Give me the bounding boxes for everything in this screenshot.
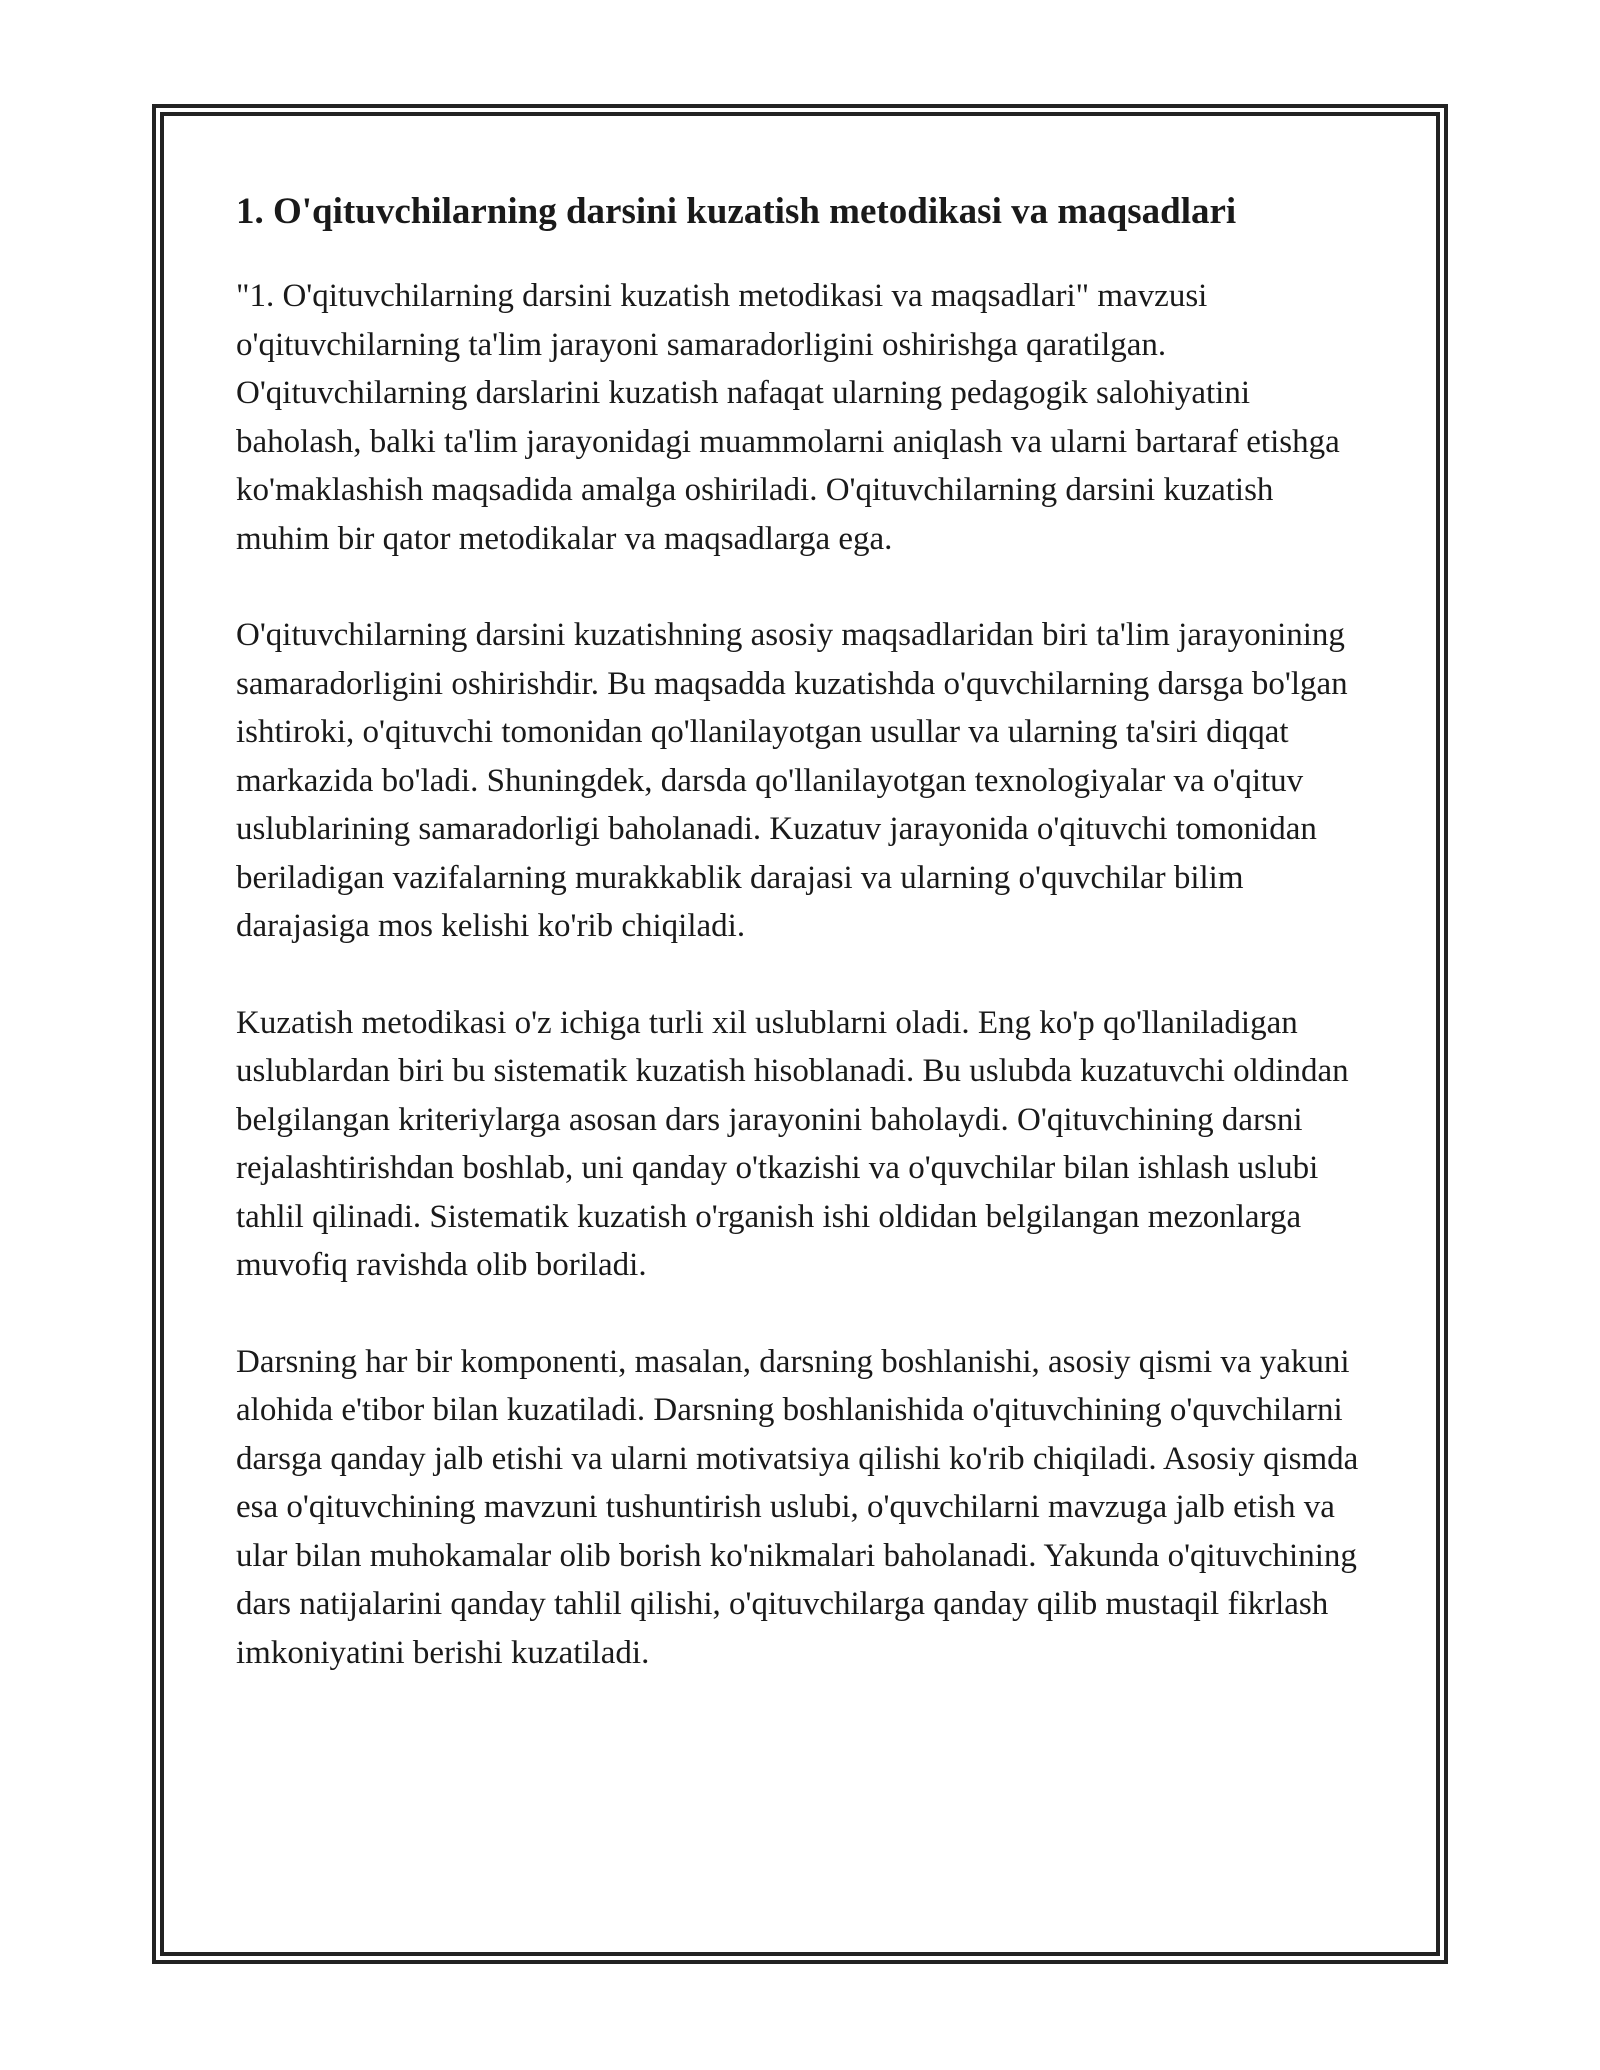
paragraph-goals: O'qituvchilarning darsini kuzatishning asosiy maqsadlaridan biri ta'lim jarayonining samaradorligini oshirishdir. Bu maqsadda kuzatishda o'quvchilarning darsga bo'lgan ishtiroki, o'qituvchi tomonidan qo'llanilayotgan usullar va ularning ta'siri diqqat markazida bo'ladi. Shuningdek, darsda qo'llanilayotgan texnologiyalar va o'qituv uslublarining samaradorligi baholanadi. Kuzatuv jarayonida o'qituvchi tomonidan beriladigan vazifalarning murakkablik darajasi va ularning o'quvchilar bilim darajasiga mos kelishi ko'rib chiqiladi. xyxy=(236,617,1348,944)
section-heading: 1. O'qituvchilarning darsini kuzatish metodikasi va maqsadlari xyxy=(236,191,1237,232)
paragraph-intro: "1. O'qituvchilarning darsini kuzatish metodikasi va maqsadlari" mavzusi o'qituvchilarning ta'lim jarayoni samaradorligini oshirishga qaratilgan. O'qituvchilarning darslarini kuzatish nafaqat ularning pedagogik salohiyatini baholash, balki ta'lim jarayonidagi muammolarni aniqlash va ularni bartaraf etishga ko'maklashish maqsadida amalga oshiriladi. O'qituvchilarning darsini kuzatish muhim bir qator metodikalar va maqsadlarga ega. xyxy=(236,278,1340,557)
paragraph-methods: Kuzatish metodikasi o'z ichiga turli xil uslublarni oladi. Eng ko'p qo'llaniladigan uslublardan biri bu sistematik kuzatish hisoblanadi. Bu uslubda kuzatuvchi oldindan belgilangan kriteriylarga asosan dars jarayonini baholaydi. O'qituvchining darsni rejalashtirishdan boshlab, uni qanday o'tkazishi va o'quvchilar bilan ishlash uslubi tahlil qilinadi. Sistematik kuzatish o'rganish ishi oldidan belgilangan mezonlarga muvofiq ravishda olib boriladi. xyxy=(236,1004,1349,1283)
document-body xyxy=(236,184,1364,1677)
paragraph-components: Darsning har bir komponenti, masalan, darsning boshlanishi, asosiy qismi va yakuni alohida e'tibor bilan kuzatiladi. Darsning boshlanishida o'qituvchining o'quvchilarni darsga qanday jalb etishi va ularni motivatsiya qilishi ko'rib chiqiladi. Asosiy qismda esa o'qituvchining mavzuni tushuntirish uslubi, o'quvchilarni mavzuga jalb etish va ular bilan muhokamalar olib borish ko'nikmalari baholanadi. Yakunda o'qituvchining dars natijalarini qanday tahlil qilishi, o'qituvchilarga qanday qilib mustaqil fikrlash imkoniyatini berishi kuzatiladi. xyxy=(236,1343,1359,1671)
